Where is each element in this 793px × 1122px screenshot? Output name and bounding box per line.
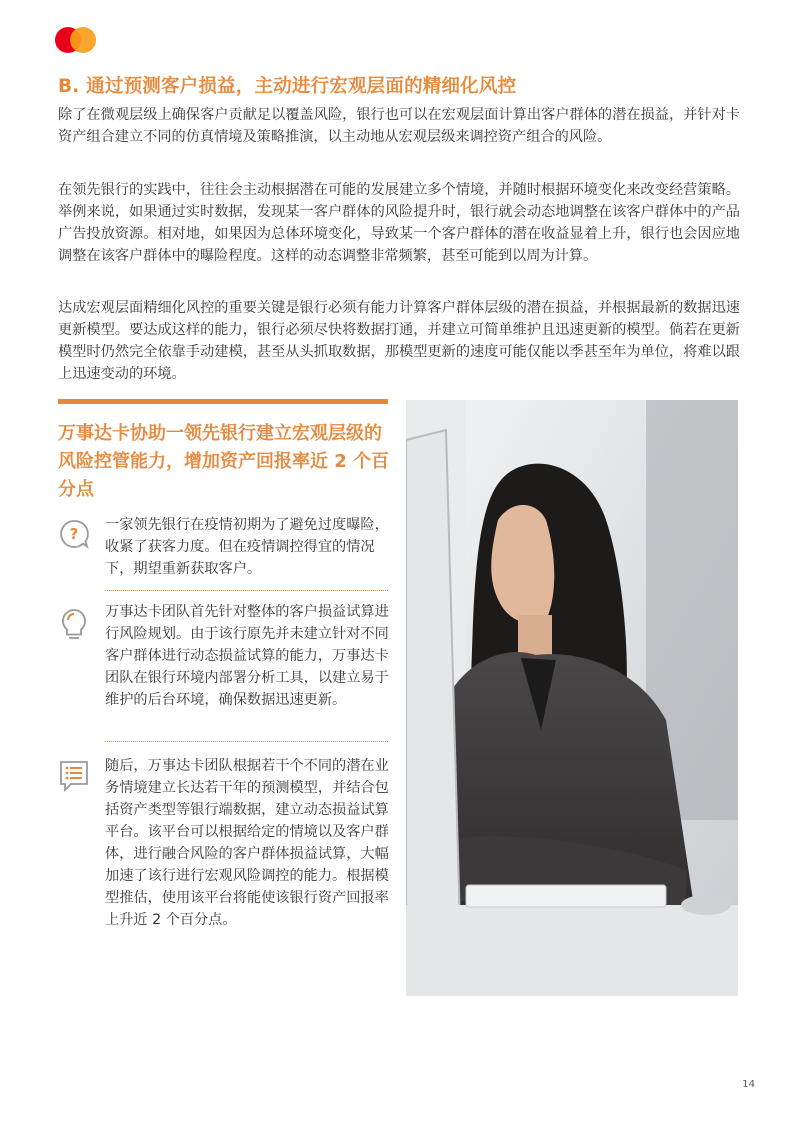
body-paragraph: 在领先银行的实践中，往往会主动根据潜在可能的发展建立多个情境，并随时根据环境变化来改变经营策略。举例来说，如果通过实时数据，发现某一客户群体的风险提升时，银行就会动态地调整在该客户群体中的产品广告投放资源。相对地，如果因为总体环境变化，导致某一个客户群体的潜在收益显着上升，银行也会因应地调整在该客户群体中的曝险程度。这样的动态调整非常频繁，甚至可能到以周为计算。	[58, 182, 740, 264]
case-step-text: 一家领先银行在疫情初期为了避免过度曝险，收紧了获客力度。但在疫情调控得宜的情况下，期望重新获取客户。	[105, 517, 389, 577]
case-study-title: 万事达卡协助一领先银行建立宏观层级的风险控管能力，增加资产回报率近 2 个百分点	[58, 423, 390, 500]
case-study-accent-bar	[58, 399, 388, 404]
question-bubble-icon	[58, 518, 88, 548]
section-heading: B. 通过预测客户损益，主动进行宏观层面的精细化风控	[58, 76, 517, 97]
body-paragraph: 除了在微观层级上确保客户贡献足以覆盖风险，银行也可以在宏观层面计算出客户群体的潜在损益，并针对卡资产组合建立不同的仿真情境及策略推演，以主动地从宏观层级来调控资产组合的风险。	[58, 107, 740, 145]
svg-text:?: ?	[69, 525, 79, 543]
mastercard-logo	[55, 27, 97, 53]
list-bubble-icon	[58, 759, 88, 789]
dotted-divider	[105, 741, 388, 742]
case-step-text: 随后，万事达卡团队根据若干个不同的潜在业务情境建立长达若干年的预测模型，并结合包括资产类型等银行端数据，建立动态损益试算平台。该平台可以根据给定的情境以及客户群体，进行融合风险的客户群体损益试算，大幅加速了该行进行宏观风险调控的能力。根据模型推估，使用该平台将能使该银行资产回报率上升近 2 个百分点。	[105, 758, 389, 928]
page-number: 14	[742, 1079, 755, 1090]
office-woman-photo	[406, 400, 738, 996]
body-paragraph: 达成宏观层面精细化风控的重要关键是银行必须有能力计算客户群体层级的潜在损益，并根据最新的数据迅速更新模型。要达成这样的能力，银行必须尽快将数据打通，并建立可简单维护且迅速更新的模型。倘若在更新模型时仍然完全依靠手动建模，甚至从头抓取数据，那模型更新的速度可能仅能以季甚至年为单位，将难以跟上迅速变动的环境。	[58, 300, 740, 382]
dotted-divider	[105, 590, 388, 591]
lightbulb-icon	[58, 608, 88, 638]
case-step-text: 万事达卡团队首先针对整体的客户损益试算进行风险规划。由于该行原先并未建立针对不同客户群体进行动态损益试算的能力，万事达卡团队在银行环境内部署分析工具，以建立易于维护的后台环境，确保数据迅速更新。	[105, 604, 389, 708]
